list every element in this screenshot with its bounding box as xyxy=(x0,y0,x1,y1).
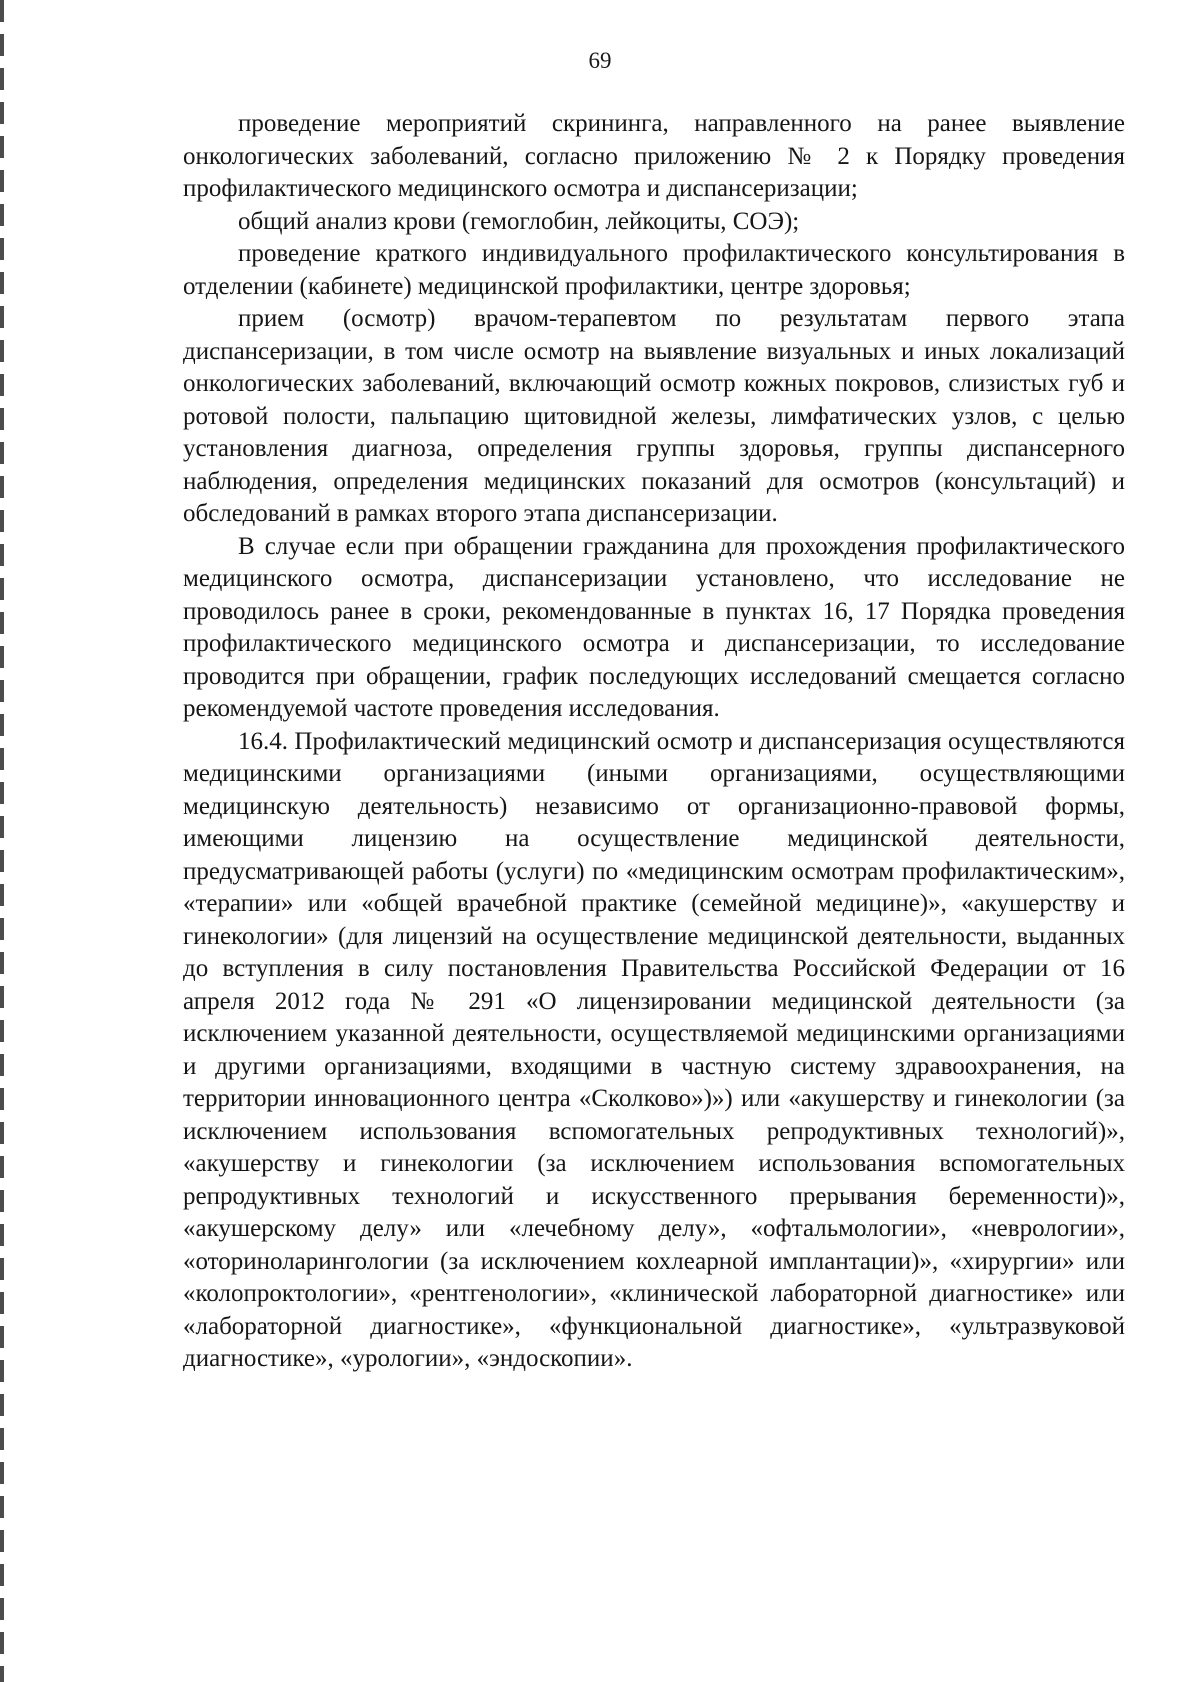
document-body xyxy=(183,108,1125,1376)
paragraph-blood-test: общий анализ крови (гемоглобин, лейкоциты, СОЭ); xyxy=(238,207,800,235)
paragraph-16-4-licensing: 16.4. Профилактический медицинский осмотр и диспансеризация осуществляются медицинскими организациями (иными организациями, осуществляющими медицинскую деятельность) независимо от организационно-правовой формы, имеющими лицензию на осуществление медицинской деятельности, предусматривающей работы (услуги) по «медицинским осмотрам профилактическим», «терапии» или «общей врачебной практике (семейной медицине)», «акушерству и гинекологии» (для лицензий на осуществление медицинской деятельности, выданных до вступления в силу постановления Правительства Российской Федерации от 16 апреля 2012 года № 291 «О лицензировании медицинской деятельности (за исключением указанной деятельности, осуществляемой медицинскими организациями и другими организациями, входящими в частную систему здравоохранения, на территории инновационного центра «Сколково»)») или «акушерству и гинекологии (за исключением использования вспомогательных репродуктивных технологий)», «акушерству и гинекологии (за исключением использования вспомогательных репродуктивных технологий и искусственного прерывания беременности)», «акушерскому делу» или «лечебному делу», «офтальмологии», «неврологии», «оториноларингологии (за исключением кохлеарной имплантации)», «хирургии» или «колопроктологии», «рентгенологии», «клинической лабораторной диагностике» или «лабораторной диагностике», «функциональной диагностике», «ультразвуковой диагностике», «урологии», «эндоскопии». xyxy=(183,727,1125,1372)
paragraph-screening: проведение мероприятий скрининга, направленного на ранее выявление онкологических заболеваний, согласно приложению № 2 к Порядку проведения профилактического медицинского осмотра и диспансеризации; xyxy=(183,110,1125,202)
paragraph-consulting: проведение краткого индивидуального профилактического консультирования в отделении (кабинете) медицинской профилактики, центре здоровья; xyxy=(183,240,1125,300)
page-number: 69 xyxy=(588,48,612,73)
scan-edge-marks xyxy=(0,0,4,1682)
paragraph-schedule-shift: В случае если при обращении гражданина для прохождения профилактического медицинского осмотра, диспансеризации установлено, что исследование не проводилось ранее в сроки, рекомендованные в пунктах 16, 17 Порядка проведения профилактического медицинского осмотра и диспансеризации, то исследование проводится при обращении, график последующих исследований смещается согласно рекомендуемой частоте проведения исследования. xyxy=(183,532,1125,722)
paragraph-therapist-exam: прием (осмотр) врачом-терапевтом по результатам первого этапа диспансеризации, в том числе осмотр на выявление визуальных и иных локализаций онкологических заболеваний, включающий осмотр кожных покровов, слизистых губ и ротовой полости, пальпацию щитовидной железы, лимфатических узлов, с целью установления диагноза, определения группы здоровья, группы диспансерного наблюдения, определения медицинских показаний для осмотров (консультаций) и обследований в рамках второго этапа диспансеризации. xyxy=(183,305,1125,527)
